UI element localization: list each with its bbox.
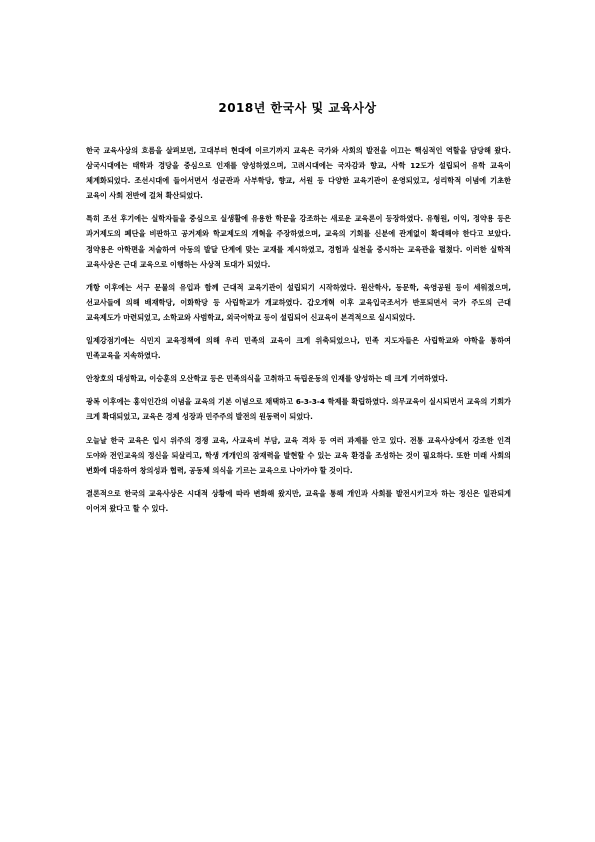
paragraph: 한국 교육사상의 흐름을 살펴보면, 고대부터 현대에 이르기까지 교육은 국가와 사회의 발전을 이끄는 핵심적인 역할을 담당해 왔다. 삼국시대에는 태학과 경당을 중심으로 인재를 양성하였으며, 고려시대에는 국자감과 향교, 사학 12도가 설립되어 유학 교육이 체계화되었다. 조선시대에 들어서면서 성균관과 사부학당, 향교, 서원 등 다양한 교육기관이 운영되었고, 성리학적 이념에 기초한 교육이 사회 전반에 걸쳐 확산되었다. [86, 146, 511, 201]
document-title: 2018년 한국사 및 교육사상 [218, 101, 377, 115]
paragraph: 일제강점기에는 식민지 교육정책에 의해 우리 민족의 교육이 크게 위축되었으나, 민족 지도자들은 사립학교와 야학을 통하여 민족교육을 지속하였다. [86, 336, 511, 361]
document-body [86, 143, 511, 524]
paragraph: 광복 이후에는 홍익인간의 이념을 교육의 기본 이념으로 채택하고 6-3-3-4 학제를 확립하였다. 의무교육이 실시되면서 교육의 기회가 크게 확대되었고, 교육은 경제 성장과 민주주의 발전의 원동력이 되었다. [86, 397, 511, 422]
paragraph: 특히 조선 후기에는 실학자들을 중심으로 실생활에 유용한 학문을 강조하는 새로운 교육론이 등장하였다. 유형원, 이익, 정약용 등은 과거제도의 폐단을 비판하고 공거제와 학교제도의 개혁을 주장하였으며, 교육의 기회를 신분에 관계없이 확대해야 한다고 보았다. 정약용은 아학편을 저술하여 아동의 발달 단계에 맞는 교재를 제시하였고, 경험과 실천을 중시하는 교육관을 펼쳤다. 이러한 실학적 교육사상은 근대 교육으로 이행하는 사상적 토대가 되었다. [86, 214, 511, 269]
paragraph: 개항 이후에는 서구 문물의 유입과 함께 근대적 교육기관이 설립되기 시작하였다. 원산학사, 동문학, 육영공원 등이 세워졌으며, 선교사들에 의해 배재학당, 이화학당 등 사립학교가 개교하였다. 갑오개혁 이후 교육입국조서가 반포되면서 국가 주도의 근대 교육제도가 마련되었고, 소학교와 사범학교, 외국어학교 등이 설립되어 신교육이 본격적으로 실시되었다. [86, 282, 511, 322]
paragraph: 안창호의 대성학교, 이승훈의 오산학교 등은 민족의식을 고취하고 독립운동의 인재를 양성하는 데 크게 기여하였다. [86, 374, 448, 384]
paragraph: 결론적으로 한국의 교육사상은 시대적 상황에 따라 변화해 왔지만, 교육을 통해 개인과 사회를 발전시키고자 하는 정신은 일관되게 이어져 왔다고 할 수 있다. [86, 488, 511, 513]
paragraph: 오늘날 한국 교육은 입시 위주의 경쟁 교육, 사교육비 부담, 교육 격차 등 여러 과제를 안고 있다. 전통 교육사상에서 강조한 인격 도야와 전인교육의 정신을 되살리고, 학생 개개인의 잠재력을 발현할 수 있는 교육 환경을 조성하는 것이 필요하다. 또한 미래 사회의 변화에 대응하여 창의성과 협력, 공동체 의식을 기르는 교육으로 나아가야 할 것이다. [86, 435, 511, 475]
